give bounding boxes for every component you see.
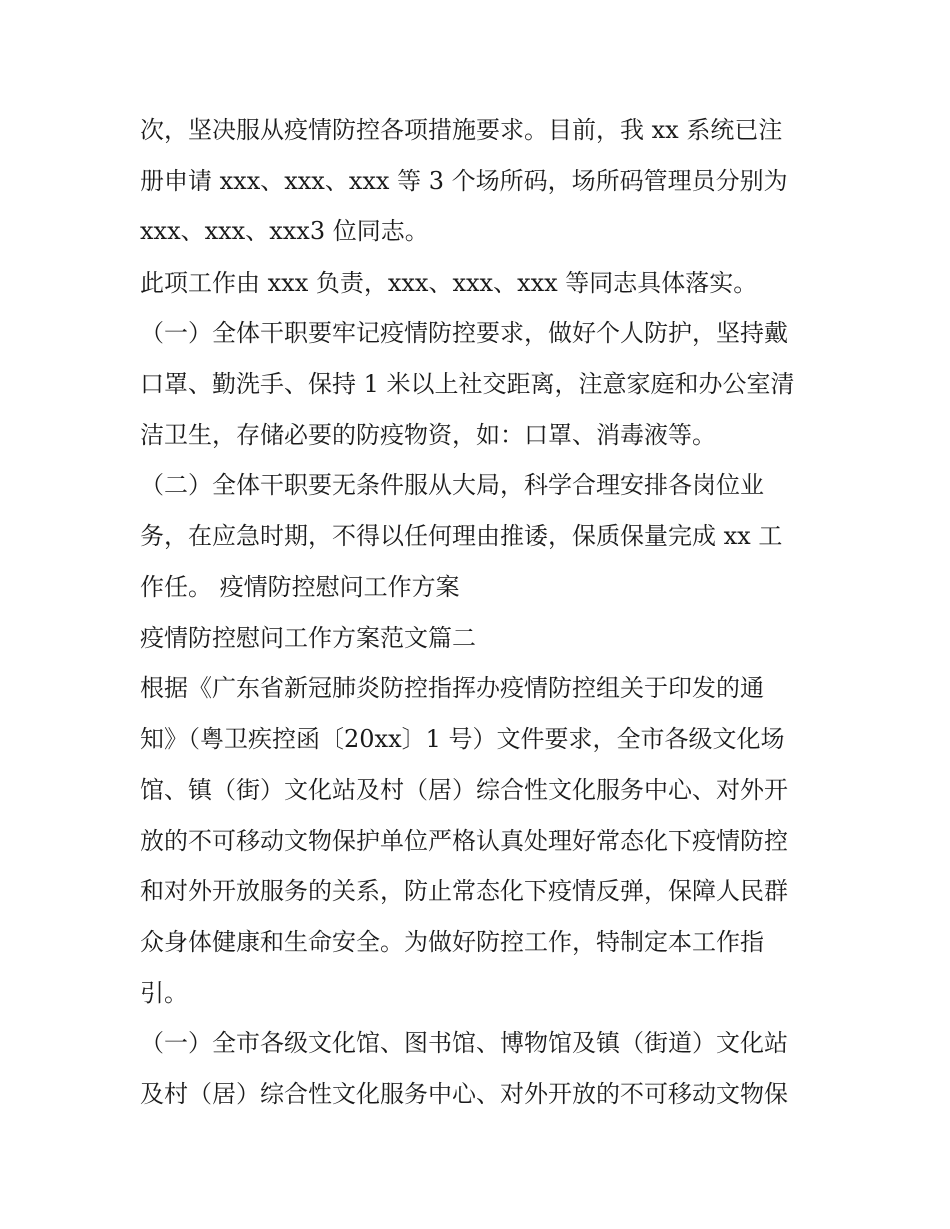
paragraph-line: 根据《广东省新冠肺炎防控指挥办疫情防控组关于印发的通	[140, 674, 764, 702]
paragraph-line: 及村（居）综合性文化服务中心、对外开放的不可移动文物保	[140, 1080, 788, 1108]
paragraph-line: 口罩、勤洗手、保持 1 米以上社交距离，注意家庭和办公室清	[140, 370, 795, 398]
paragraph-line: （一）全体干职要牢记疫情防控要求，做好个人防护，坚持戴	[140, 319, 788, 347]
paragraph-line: （二）全体干职要无条件服从大局，科学合理安排各岗位业	[140, 471, 764, 499]
paragraph-line: 次，坚决服从疫情防控各项措施要求。目前，我 xx 系统已注	[140, 116, 783, 144]
paragraph-line: 馆、镇（街）文化站及村（居）综合性文化服务中心、对外开	[140, 776, 788, 804]
paragraph-line: 和对外开放服务的关系，防止常态化下疫情反弹，保障人民群	[140, 877, 788, 905]
section-heading: 疫情防控慰问工作方案范文篇二	[140, 624, 476, 652]
paragraph-line: 册申请 xxx、xxx、xxx 等 3 个场所码，场所码管理员分别为	[140, 167, 788, 195]
paragraph-line: 放的不可移动文物保护单位严格认真处理好常态化下疫情防控	[140, 827, 788, 855]
paragraph-line: xxx、xxx、xxx3 位同志。	[140, 217, 429, 245]
paragraph-line: 引。	[140, 979, 188, 1007]
paragraph-line: 作任。 疫情防控慰问工作方案	[140, 573, 460, 601]
paragraph-line: 务，在应急时期，不得以任何理由推诿，保质保量完成 xx 工	[140, 522, 783, 550]
paragraph-line: 洁卫生，存储必要的防疫物资，如：口罩、消毒液等。	[140, 421, 716, 449]
paragraph-line: 知》（粤卫疾控函〔20xx〕1 号）文件要求，全市各级文化场	[140, 725, 785, 753]
paragraph-line: （一）全市各级文化馆、图书馆、博物馆及镇（街道）文化站	[140, 1029, 788, 1057]
paragraph-line: 此项工作由 xxx 负责，xxx、xxx、xxx 等同志具体落实。	[140, 269, 758, 297]
paragraph-line: 众身体健康和生命安全。为做好防控工作，特制定本工作指	[140, 928, 764, 956]
